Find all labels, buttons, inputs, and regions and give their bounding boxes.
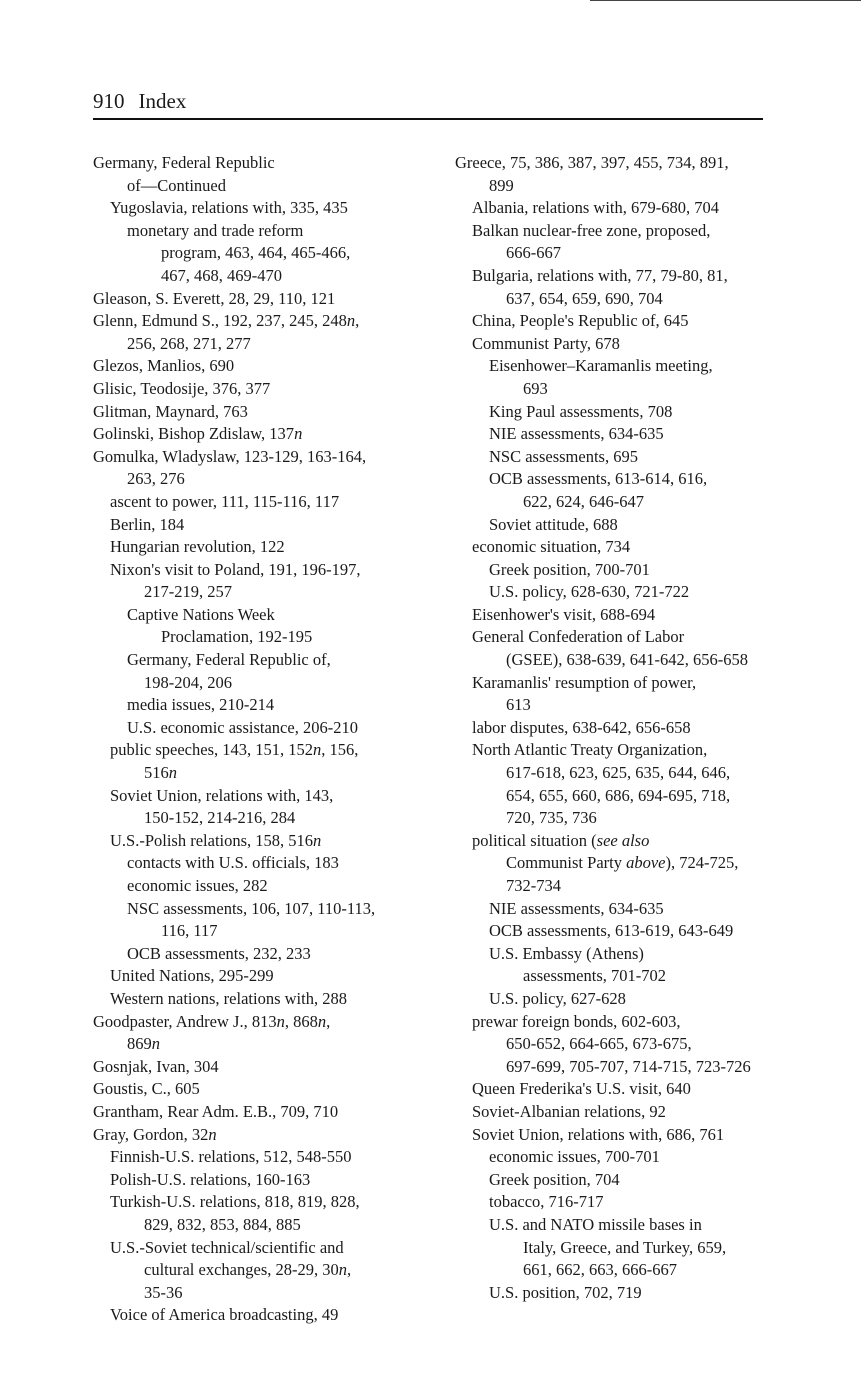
index-entry-line xyxy=(93,1259,423,1282)
index-entry-line xyxy=(93,1033,423,1056)
entry-text: Germany, Federal Republic of, xyxy=(127,650,331,670)
entry-text: U.S. policy, 628-630, 721-722 xyxy=(489,582,690,602)
index-entry-line xyxy=(455,446,775,469)
index-entry-line xyxy=(455,288,775,311)
index-entry-line xyxy=(455,943,775,966)
index-entry-line xyxy=(93,1146,423,1169)
index-column-left xyxy=(93,152,423,1327)
entry-text: labor disputes, 638-642, 656-658 xyxy=(472,717,691,737)
index-entry-line xyxy=(455,762,775,785)
index-entry-line xyxy=(93,514,423,537)
entry-text: U.S. policy, 627-628 xyxy=(489,988,626,1008)
index-entry-line xyxy=(93,423,423,446)
entry-text: U.S. position, 702, 719 xyxy=(489,1282,642,1302)
entry-text: monetary and trade reform xyxy=(127,220,304,240)
entry-text: 666-667 xyxy=(506,243,561,263)
index-entry-line xyxy=(455,220,775,243)
index-entry-line xyxy=(455,378,775,401)
entry-text: tobacco, 716-717 xyxy=(489,1192,604,1212)
entry-text: Glenn, Edmund S., 192, 237, 245, 248 xyxy=(93,311,347,331)
index-entry-line xyxy=(455,536,775,559)
entry-text: Grantham, Rear Adm. E.B., 709, 710 xyxy=(93,1101,339,1121)
index-entry-line xyxy=(455,604,775,627)
entry-text: Greek position, 704 xyxy=(489,1169,620,1189)
entry-text: China, People's Republic of, 645 xyxy=(472,311,689,331)
entry-text: U.S. economic assistance, 206-210 xyxy=(127,717,358,737)
entry-text: OCB assessments, 613-619, 643-649 xyxy=(489,921,734,941)
entry-text: ascent to power, 111, 115-116, 117 xyxy=(110,491,340,511)
entry-text: 150-152, 214-216, 284 xyxy=(144,808,296,828)
entry-text: North Atlantic Treaty Organization, xyxy=(472,740,708,760)
entry-text: Gomulka, Wladyslaw, 123-129, 163-164, xyxy=(93,446,367,466)
entry-text: 613 xyxy=(506,695,531,715)
entry-text: Finnish-U.S. relations, 512, 548-550 xyxy=(110,1147,352,1167)
index-entry-line xyxy=(93,762,423,785)
entry-text: U.S.-Soviet technical/scientific and xyxy=(110,1237,344,1257)
index-entry-line xyxy=(93,446,423,469)
entry-text: NSC assessments, 106, 107, 110-113, xyxy=(127,898,376,918)
index-entry-line xyxy=(455,175,775,198)
index-entry-line xyxy=(455,1033,775,1056)
entry-italic-text: n xyxy=(317,1011,327,1031)
index-entry-line xyxy=(455,401,775,424)
entry-text: economic issues, 700-701 xyxy=(489,1147,660,1167)
index-entry-line xyxy=(455,514,775,537)
index-entry-line xyxy=(455,649,775,672)
index-entry-line xyxy=(93,717,423,740)
index-entry-line xyxy=(93,220,423,243)
entry-text: , 868 xyxy=(284,1011,318,1031)
entry-text: United Nations, 295-299 xyxy=(110,966,274,986)
index-entry-line xyxy=(455,355,775,378)
entry-text: Karamanlis' resumption of power, xyxy=(472,672,697,692)
index-entry-line xyxy=(455,1259,775,1282)
index-entry-line xyxy=(93,242,423,265)
index-entry-line xyxy=(455,1191,775,1214)
index-entry-line xyxy=(93,1124,423,1147)
entry-text: 617-618, 623, 625, 635, 644, 646, xyxy=(506,763,731,783)
index-entry-line xyxy=(93,1304,423,1327)
entry-text: Proclamation, 192-195 xyxy=(161,627,313,647)
index-entry-line xyxy=(93,1078,423,1101)
index-entry-line xyxy=(455,672,775,695)
entry-text: NIE assessments, 634-635 xyxy=(489,424,664,444)
index-entry-line xyxy=(93,401,423,424)
entry-text: , xyxy=(326,1011,331,1031)
entry-text: 720, 735, 736 xyxy=(506,808,597,828)
index-entry-line xyxy=(455,1169,775,1192)
entry-text: 116, 117 xyxy=(161,921,218,941)
index-entry-line xyxy=(455,965,775,988)
entry-italic-text: above xyxy=(626,853,666,873)
page-title: Index xyxy=(138,89,187,113)
index-entry-line xyxy=(455,1056,775,1079)
index-entry-line xyxy=(455,1078,775,1101)
entry-text: Eisenhower's visit, 688-694 xyxy=(472,604,656,624)
index-entry-line xyxy=(93,491,423,514)
entry-text: Hungarian revolution, 122 xyxy=(110,537,285,557)
entry-text: ), 724-725, xyxy=(665,853,739,873)
index-entry-line xyxy=(93,649,423,672)
entry-text: Turkish-U.S. relations, 818, 819, 828, xyxy=(110,1192,360,1212)
index-entry-line xyxy=(455,152,775,175)
entry-text: General Confederation of Labor xyxy=(472,627,685,647)
index-entry-line xyxy=(455,1214,775,1237)
entry-text: 661, 662, 663, 666-667 xyxy=(523,1260,677,1280)
index-entry-line xyxy=(93,1214,423,1237)
entry-text: 732-734 xyxy=(506,876,561,895)
entry-text: Italy, Greece, and Turkey, 659, xyxy=(523,1237,727,1257)
entry-text: Gleason, S. Everett, 28, 29, 110, 121 xyxy=(93,288,336,308)
index-entry-line xyxy=(455,197,775,220)
entry-text: 654, 655, 660, 686, 694-695, 718, xyxy=(506,785,731,805)
entry-text: 650-652, 664-665, 673-675, xyxy=(506,1034,692,1054)
entry-italic-text: n xyxy=(151,1034,160,1054)
entry-text: public speeches, 143, 151, 152 xyxy=(110,740,314,760)
index-entry-line xyxy=(93,378,423,401)
entry-text: OCB assessments, 232, 233 xyxy=(127,943,311,963)
entry-text: 256, 268, 271, 277 xyxy=(127,333,251,353)
index-entry-line xyxy=(455,830,775,853)
entry-text: economic issues, 282 xyxy=(127,876,268,895)
entry-text: Polish-U.S. relations, 160-163 xyxy=(110,1169,311,1189)
index-entry-line xyxy=(455,468,775,491)
entry-text: Glitman, Maynard, 763 xyxy=(93,401,248,421)
entry-text: (GSEE), 638-639, 641-642, 656-658 xyxy=(506,650,748,670)
entry-text: Eisenhower–Karamanlis meeting, xyxy=(489,356,713,376)
entry-text: political situation ( xyxy=(472,830,597,850)
entry-text: 467, 468, 469-470 xyxy=(161,265,282,285)
index-entry-line xyxy=(93,807,423,830)
index-entry-line xyxy=(93,672,423,695)
index-entry-line xyxy=(455,920,775,943)
entry-text: 637, 654, 659, 690, 704 xyxy=(506,288,663,308)
index-entry-line xyxy=(93,1282,423,1305)
entry-text: Queen Frederika's U.S. visit, 640 xyxy=(472,1079,691,1099)
index-entry-line xyxy=(455,491,775,514)
index-entry-line xyxy=(93,943,423,966)
top-edge-rule xyxy=(590,0,861,1)
entry-italic-text: n xyxy=(346,311,356,331)
index-entry-line xyxy=(455,1282,775,1305)
index-entry-line xyxy=(93,1169,423,1192)
index-entry-line xyxy=(455,785,775,808)
entry-text: Gosnjak, Ivan, 304 xyxy=(93,1056,219,1076)
index-entry-line xyxy=(93,355,423,378)
index-entry-line xyxy=(455,1237,775,1260)
entry-italic-text: n xyxy=(208,1124,217,1144)
entry-text: Voice of America broadcasting, 49 xyxy=(110,1305,339,1325)
entry-italic-text: n xyxy=(313,740,322,760)
index-entry-line xyxy=(455,1101,775,1124)
entry-text: , xyxy=(355,311,360,331)
index-entry-line xyxy=(93,604,423,627)
index-entry-line xyxy=(93,310,423,333)
entry-text: Greece, 75, 386, 387, 397, 455, 734, 891, xyxy=(455,153,729,172)
entry-text: cultural exchanges, 28-29, 30 xyxy=(144,1260,339,1280)
entry-text: Soviet attitude, 688 xyxy=(489,514,618,534)
index-entry-line xyxy=(93,175,423,198)
entry-text: contacts with U.S. officials, 183 xyxy=(127,853,339,873)
index-entry-line xyxy=(455,898,775,921)
entry-text: 697-699, 705-707, 714-715, 723-726 xyxy=(506,1056,751,1076)
index-entry-line xyxy=(93,965,423,988)
index-entry-line xyxy=(455,852,775,875)
entry-text: 516 xyxy=(144,763,169,783)
entry-text: 829, 832, 853, 884, 885 xyxy=(144,1214,301,1234)
index-entry-line xyxy=(93,898,423,921)
entry-text: Golinski, Bishop Zdislaw, 137 xyxy=(93,424,295,444)
entry-text: U.S.-Polish relations, 158, 516 xyxy=(110,830,314,850)
entry-text: of—Continued xyxy=(127,175,226,195)
entry-text: economic situation, 734 xyxy=(472,537,631,557)
index-entry-line xyxy=(455,694,775,717)
entry-text: Balkan nuclear-free zone, proposed, xyxy=(472,220,711,240)
entry-text: Germany, Federal Republic xyxy=(93,153,275,172)
entry-text: King Paul assessments, 708 xyxy=(489,401,673,421)
index-column-right xyxy=(455,152,775,1304)
index-entry-line xyxy=(93,875,423,898)
entry-text: 217-219, 257 xyxy=(144,582,232,602)
entry-text: U.S. Embassy (Athens) xyxy=(489,943,644,963)
page-number: 910 xyxy=(93,89,125,113)
entry-text: Nixon's visit to Poland, 191, 196-197, xyxy=(110,559,361,579)
entry-text: U.S. and NATO missile bases in xyxy=(489,1214,702,1234)
entry-text: 263, 276 xyxy=(127,469,185,489)
entry-text: 622, 624, 646-647 xyxy=(523,491,644,511)
index-entry-line xyxy=(93,1237,423,1260)
index-entry-line xyxy=(93,1191,423,1214)
entry-text: Albania, relations with, 679-680, 704 xyxy=(472,198,720,218)
index-entry-line xyxy=(455,265,775,288)
index-entry-line xyxy=(93,559,423,582)
entry-text: 693 xyxy=(523,378,548,398)
index-entry-line xyxy=(455,423,775,446)
entry-text: program, 463, 464, 465-466, xyxy=(161,243,351,263)
index-entry-line xyxy=(93,852,423,875)
entry-italic-text: n xyxy=(294,424,303,444)
index-entry-line xyxy=(93,288,423,311)
entry-text: Goodpaster, Andrew J., 813 xyxy=(93,1011,277,1031)
entry-text: Communist Party, 678 xyxy=(472,333,620,353)
entry-text: 198-204, 206 xyxy=(144,672,232,692)
index-entry-line xyxy=(455,581,775,604)
entry-text: , 156, xyxy=(321,740,359,760)
entry-text: Soviet Union, relations with, 143, xyxy=(110,785,334,805)
entry-text: Glezos, Manlios, 690 xyxy=(93,356,235,376)
index-entry-line xyxy=(455,717,775,740)
entry-italic-text: n xyxy=(313,830,322,850)
running-header xyxy=(93,86,763,120)
entry-text: Bulgaria, relations with, 77, 79-80, 81, xyxy=(472,265,728,285)
entry-text: Captive Nations Week xyxy=(127,604,275,624)
index-entry-line xyxy=(455,1146,775,1169)
entry-text: prewar foreign bonds, 602-603, xyxy=(472,1011,681,1031)
entry-text: Yugoslavia, relations with, 335, 435 xyxy=(110,198,348,218)
index-entry-line xyxy=(455,1124,775,1147)
entry-text: Greek position, 700-701 xyxy=(489,559,650,579)
index-entry-line xyxy=(455,626,775,649)
index-entry-line xyxy=(93,536,423,559)
index-entry-line xyxy=(93,197,423,220)
entry-text: assessments, 701-702 xyxy=(523,966,666,986)
index-entry-line xyxy=(455,988,775,1011)
index-entry-line xyxy=(455,559,775,582)
entry-italic-text: n xyxy=(276,1011,285,1031)
index-entry-line xyxy=(93,785,423,808)
index-entry-line xyxy=(93,830,423,853)
index-entry-line xyxy=(455,333,775,356)
entry-italic-text: n xyxy=(338,1260,347,1280)
entry-text: Soviet Union, relations with, 686, 761 xyxy=(472,1124,725,1144)
index-entry-line xyxy=(93,468,423,491)
entry-text: NIE assessments, 634-635 xyxy=(489,898,664,918)
entry-text: Soviet-Albanian relations, 92 xyxy=(472,1101,666,1121)
entry-text: Berlin, 184 xyxy=(110,514,185,534)
index-entry-line xyxy=(455,310,775,333)
index-entry-line xyxy=(93,1011,423,1034)
entry-text: OCB assessments, 613-614, 616, xyxy=(489,469,708,489)
index-entry-line xyxy=(93,581,423,604)
entry-text: Glisic, Teodosije, 376, 377 xyxy=(93,378,271,398)
index-entry-line xyxy=(455,875,775,898)
entry-italic-text: n xyxy=(168,763,177,783)
entry-text: , xyxy=(346,1260,352,1280)
index-entry-line xyxy=(93,152,423,175)
entry-text: Gray, Gordon, 32 xyxy=(93,1124,209,1144)
index-entry-line xyxy=(93,920,423,943)
index-entry-line xyxy=(455,807,775,830)
index-entry-line xyxy=(93,333,423,356)
entry-text: Communist Party xyxy=(506,853,627,873)
index-entry-line xyxy=(455,739,775,762)
index-entry-line xyxy=(93,694,423,717)
entry-text: Western nations, relations with, 288 xyxy=(110,988,347,1008)
index-entry-line xyxy=(93,1101,423,1124)
entry-text: 869 xyxy=(127,1034,152,1054)
index-entry-line xyxy=(455,242,775,265)
entry-text: 899 xyxy=(489,175,514,195)
index-entry-line xyxy=(93,265,423,288)
entry-text: Goustis, C., 605 xyxy=(93,1079,200,1099)
index-entry-line xyxy=(93,1056,423,1079)
index-entry-line xyxy=(93,739,423,762)
entry-text: NSC assessments, 695 xyxy=(489,446,638,466)
index-entry-line xyxy=(93,626,423,649)
entry-italic-text: see also xyxy=(596,830,650,850)
index-entry-line xyxy=(455,1011,775,1034)
index-entry-line xyxy=(93,988,423,1011)
entry-text: 35-36 xyxy=(144,1282,183,1302)
entry-text: media issues, 210-214 xyxy=(127,695,275,715)
